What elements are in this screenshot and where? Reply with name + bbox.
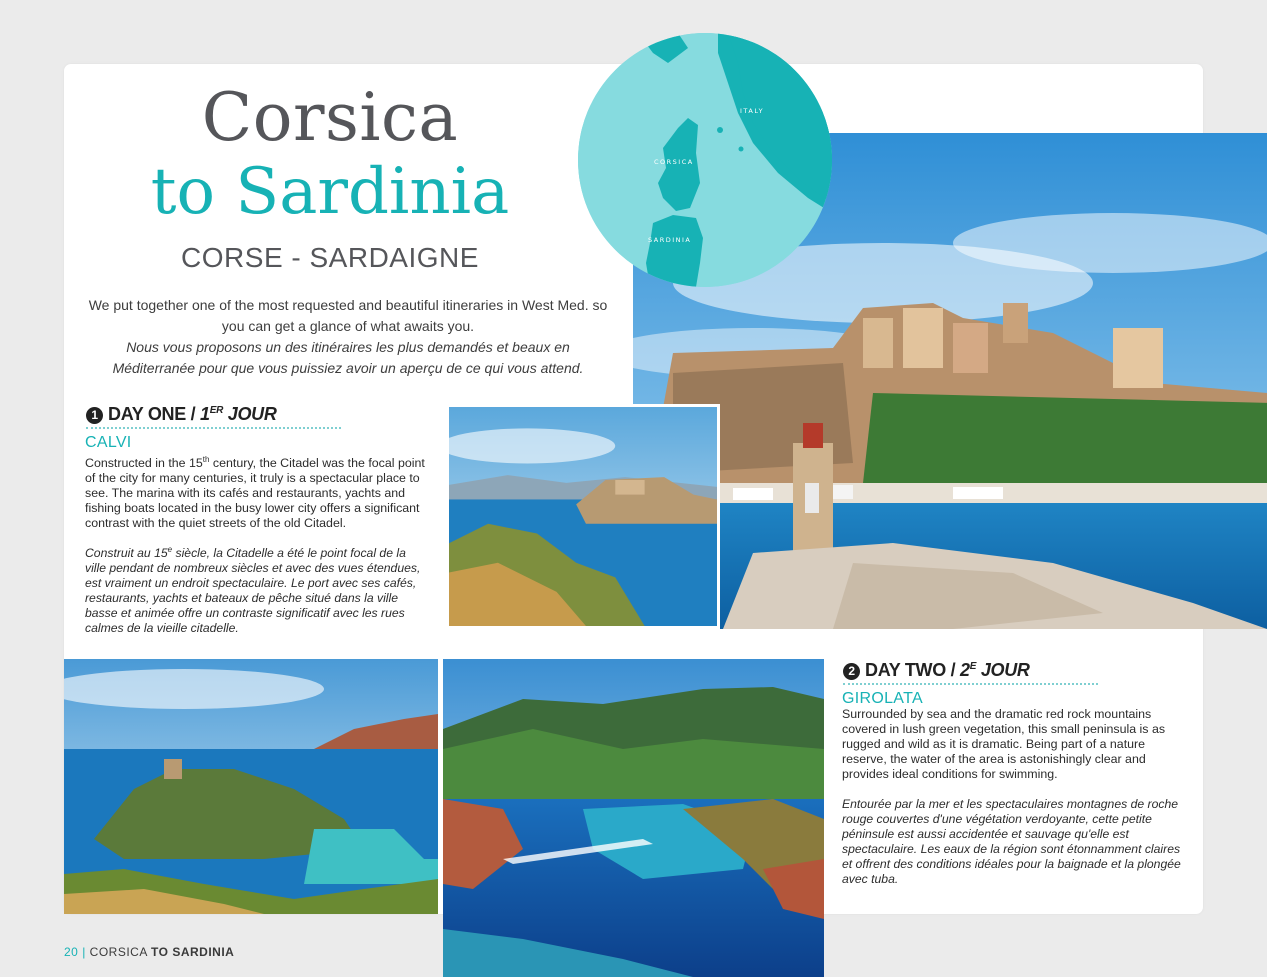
day-one-place: CALVI [85,434,132,451]
day-two-label-fr: $2^E$ JOUR [960,660,1030,680]
map-label-sardinia: SARDINIA [648,236,692,244]
day-two-label: DAY TWO / [865,660,961,680]
day-one-text-en: Constructed in the 15th century, the Citadel was the focal point of the city for many centuries, it truly is a spectacular place to see. The marina with its cafés and restaurants, yachts and fishing boats located in the busy lower city offers a significant contrast with the quiet streets of the old Citadel. [85,455,425,531]
subtitle: CORSE - SARDAIGNE [181,242,479,273]
page-number: 20 [64,945,79,959]
day-two-place: GIROLATA [842,690,923,707]
day-one-divider [86,427,341,429]
day-one-label-fr: 1ER JOUR [200,404,277,424]
intro-text [88,295,608,379]
girolata-fort-photo [64,659,438,914]
title-line-2: to Sardinia [150,155,510,229]
girolata-aerial-photo [443,659,824,977]
day-two-number-badge: 2 [843,663,860,680]
title-line-1: Corsica [201,79,459,156]
page-footer [64,945,234,959]
region-map [578,33,832,287]
footer-section-a: CORSICA [89,945,148,959]
map-label-italy: ITALY [740,107,765,115]
map-label-corsica: CORSICA [654,158,694,166]
day-one-heading [86,399,277,426]
intro-en: We put together one of the most requested and beautiful itineraries in West Med. so you can get a glance of what awaits you. [88,297,608,334]
day-two-text-en: Surrounded by sea and the dramatic red rock mountains covered in lush green vegetation, this small peninsula is as rugged and wild as it is dramatic. Being part of a nature reserve, the water of the area is astonishingly clear and provides ideal conditions for swimming. [842,707,1166,781]
footer-separator: | [82,945,86,959]
day-two-text-fr: Entourée par la mer et les spectaculaires montagnes de roche rouge couvertes d'une végétation verdoyante, cette petite péninsule est aussi accidentée et sauvage qu'elle est spectaculaire. Les eaux de la région sont étonnamment claires et offrent des conditions idéales pour la baignade et la plongée avec tuba. [842,797,1181,886]
calvi-bay-photo [446,404,720,629]
day-one-label: DAY ONE / [108,404,201,424]
day-two-divider [843,683,1098,685]
day-one-number-badge: 1 [86,407,103,424]
day-one-text-fr: Construit au 15e siècle, la Citadelle a été le point focal de la ville pendant de nombreux siècles et avec des vues étendues, est vraiment un endroit spectaculaire. Le port avec ses cafés, restaurants, yachts et bateaux de pêche situé dans la ville basse et animée offre un contraste significatif avec les rues calmes de la vieille citadelle. [85,545,421,636]
day-two-heading [843,655,1030,682]
footer-section-b: TO SARDINIA [151,945,235,959]
intro-fr: Nous vous proposons un des itinéraires les plus demandés et beaux en Méditerranée pour que vous puissiez avoir un aperçu de ce qui vous attend. [112,339,584,376]
